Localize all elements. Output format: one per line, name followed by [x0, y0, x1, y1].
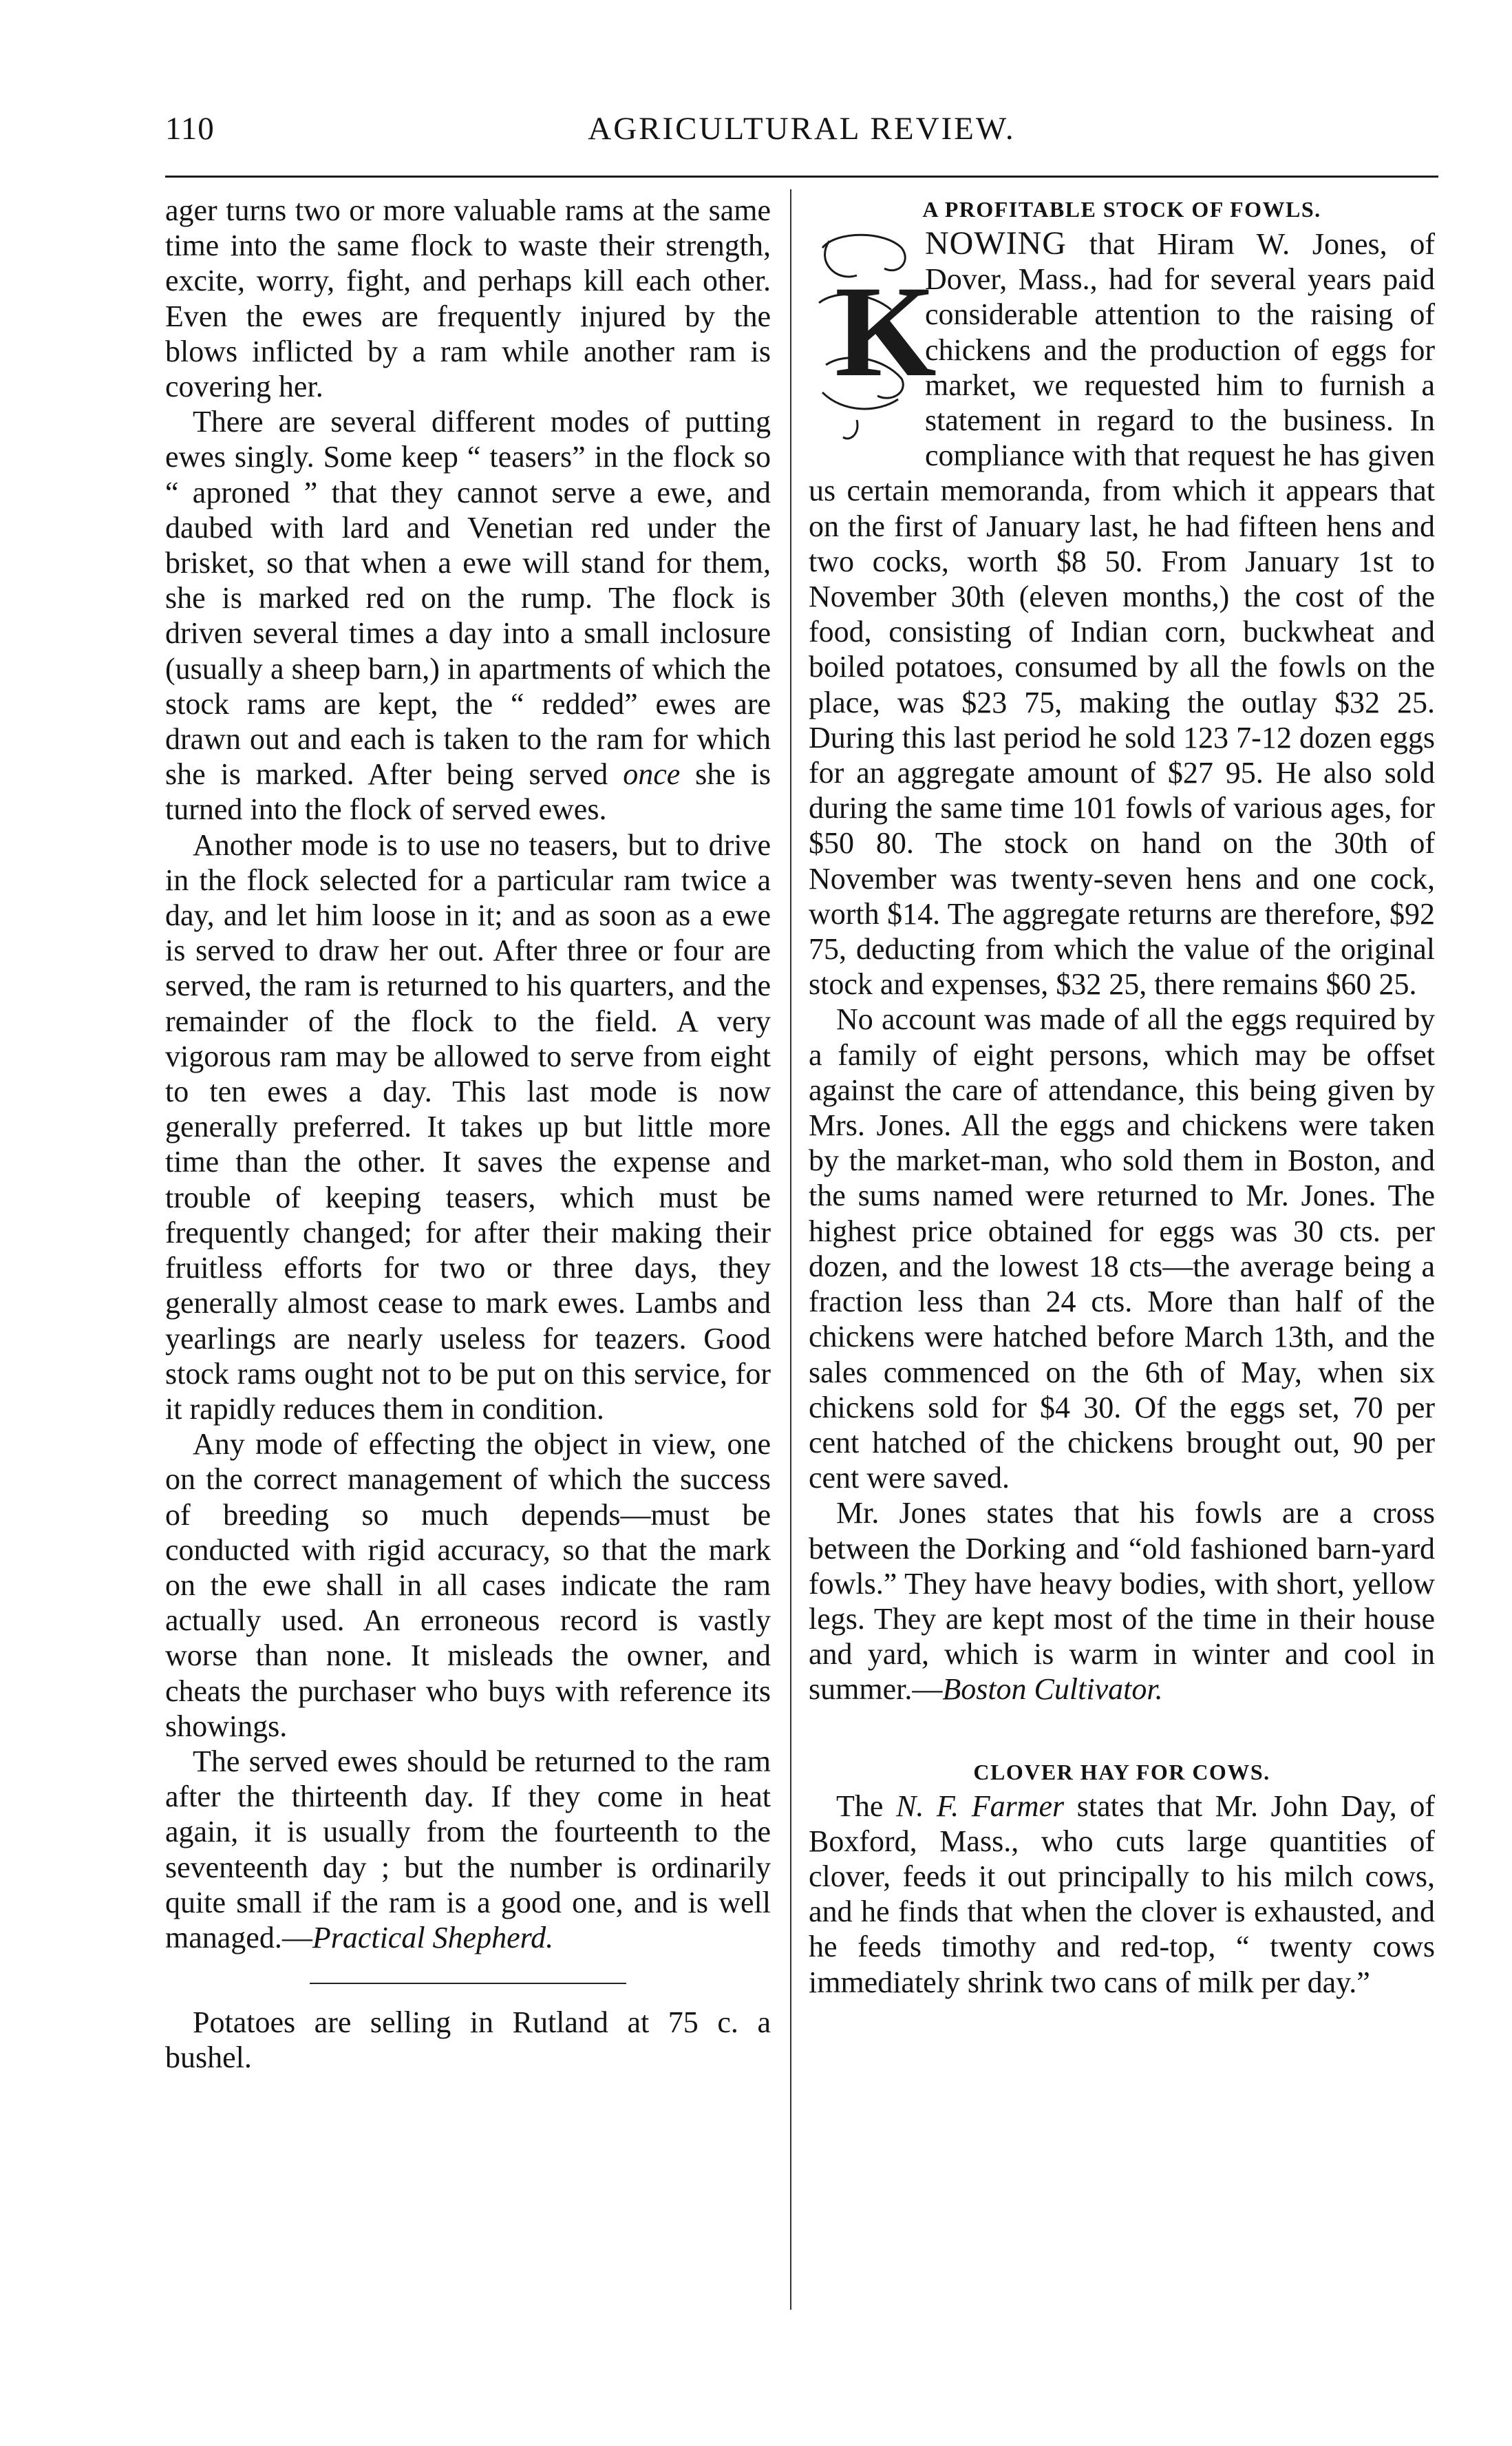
paragraph-any-mode: Any mode of effecting the object in view, one on the correct management of which the success of breeding so much depends—must be conducted with rigid accuracy, so that the mark on the ewe shall in all cases indicate the ram actually used. An erroneous record is vastly worse than none. It misleads the owner, and cheats the purchaser who buys with reference its showings.	[165, 1427, 771, 1743]
paragraph-eggs-account: No account was made of all the eggs required by a family of eight persons, which may be offset against the care of attendance, this being given by Mrs. Jones. All the eggs and chickens were taken by the market-man, who sold them in Boston, and the sums named were returned to Mr. Jones. The highest price obtained for eggs was 30 cts. per dozen, and the lowest 18 cts—the average being a fraction less than 24 cts. More than half of the chickens were hatched before March 13th, and the sales commenced on the 6th of May, when six chickens sold for $4 30. Of the eggs set, 70 per cent hatched of the chickens brought out, 90 per cent were saved.	[809, 1002, 1435, 1495]
paragraph-served-ewes-text: The served ewes should be returned to the ram after the thirteenth day. If they come in heat again, it is usually from the fourteenth to the seventeenth day ; but the number is ordinarily quite small if the ram is a good one, and is well managed.—	[165, 1744, 771, 1954]
paragraph-served-ewes	[165, 1744, 771, 1955]
journal-title: AGRICULTURAL REVIEW.	[588, 111, 1016, 147]
section-rule	[310, 1983, 626, 1984]
header-rule	[165, 176, 1438, 178]
paragraph-clover-prefix: The	[836, 1789, 896, 1823]
paragraph-modes	[165, 404, 771, 827]
lead-caps: NOWING	[925, 225, 1067, 262]
ornamental-dropcap-k	[809, 227, 937, 447]
source-credit-boston-cultivator: Boston Cultivator.	[942, 1672, 1163, 1707]
paragraph-clover-text: states that Mr. John Day, of Boxford, Mass., who cuts large quantities of clover, feeds it out principally to his milch cows, and he finds that when the clover is exhausted, and he feeds timothy and red-top, “ twenty cows immediately shrink two cans of milk per day.”	[809, 1789, 1436, 1999]
running-head	[165, 110, 1438, 158]
paragraph-clover	[809, 1789, 1435, 2000]
paragraph-continued: ager turns two or more valuable rams at the same time into the same flock to waste their strength, excite, worry, fight, and perhaps kill each other. Even the ewes are frequently injured by the blows inflicted by a ram while another ram is covering her.	[165, 193, 771, 404]
paragraph-fowls-intro	[809, 226, 1435, 1002]
left-column	[165, 193, 771, 2076]
paragraph-modes-tail: she is turned into the flock of served ewes.	[165, 757, 771, 827]
column-divider	[790, 189, 791, 2310]
source-name-nf-farmer: N. F. Farmer	[896, 1789, 1065, 1823]
right-column	[809, 193, 1435, 2000]
paragraph-potatoes: Potatoes are selling in Rutland at 75 c. a bushel.	[165, 2005, 771, 2075]
page-number: 110	[165, 111, 215, 147]
article-title-fowls: A PROFITABLE STOCK OF FOWLS.	[922, 197, 1321, 222]
paragraph-fowls-intro-text: that Hiram W. Jones, of Dover, Mass., had for several years paid considerable attention to the raising of chickens and the production of eggs for market, we requested him to furnish a statement in regard to the business. In compliance with that request he has given us certain memoranda, from which it appears that on the first of January last, he had fifteen hens and two cocks, worth $8 50. From January 1st to November 30th (eleven months,) the cost of the food, consisting of Indian corn, buckwheat and boiled potatoes, consumed by all the fowls on the place, was $23 75, making the outlay $32 25. During this last period he sold 123 7-12 dozen eggs for an aggregate amount of $27 95. He also sold during the same time 101 fowls of various ages, for $50 80. The stock on hand on the 30th of November was twenty-seven hens and one cock, worth $14. The aggregate returns are therefore, $92 75, deducting from which the value of the original stock and expenses, $32 25, there remains $60 25.	[809, 227, 1435, 1002]
paragraph-another-mode: Another mode is to use no teasers, but to drive in the flock selected for a particular ram twice a day, and let him loose in it; and as soon as a ewe is served to draw her out. After three or four are served, the ram is returned to his quarters, and the remainder of the flock to the field. A very vigorous ram may be allowed to serve from eight to ten ewes a day. This last mode is now generally preferred. It takes up but little more time than the other. It saves the expense and trouble of keeping teasers, which must be frequently changed; for after their making their fruitless efforts for two or three days, they generally almost cease to mark ewes. Lambs and yearlings are nearly useless for teazers. Good stock rams ought not to be put on this service, for it rapidly reduces them in condition.	[165, 827, 771, 1426]
paragraph-fowl-breed	[809, 1495, 1435, 1707]
paragraph-fowl-breed-text: Mr. Jones states that his fowls are a cross between the Dorking and “old fashioned barn-yard fowls.” They have heavy bodies, with short, yellow legs. They are kept most of the time in their house and yard, which is warm in winter and cool in summer.—	[809, 1496, 1435, 1707]
emphasis-once: once	[623, 757, 681, 792]
article-title-clover: CLOVER HAY FOR COWS.	[973, 1759, 1270, 1784]
paragraph-modes-text: There are several different modes of putting ewes singly. Some keep “ teasers” in the flock so “ aproned ” that they cannot serve a ewe, and daubed with lard and Venetian red under the brisket, so that when a ewe will stand for them, she is marked red on the rump. The flock is driven several times a day into a small inclosure (usually a sheep barn,) in apartments of which the stock rams are kept, the “ redded” ewes are drawn out and each is taken to the ram for which she is marked. After being served	[165, 405, 771, 792]
source-credit-practical-shepherd: Practical Shepherd.	[312, 1920, 554, 1954]
dropcap-letter: K	[835, 260, 937, 404]
